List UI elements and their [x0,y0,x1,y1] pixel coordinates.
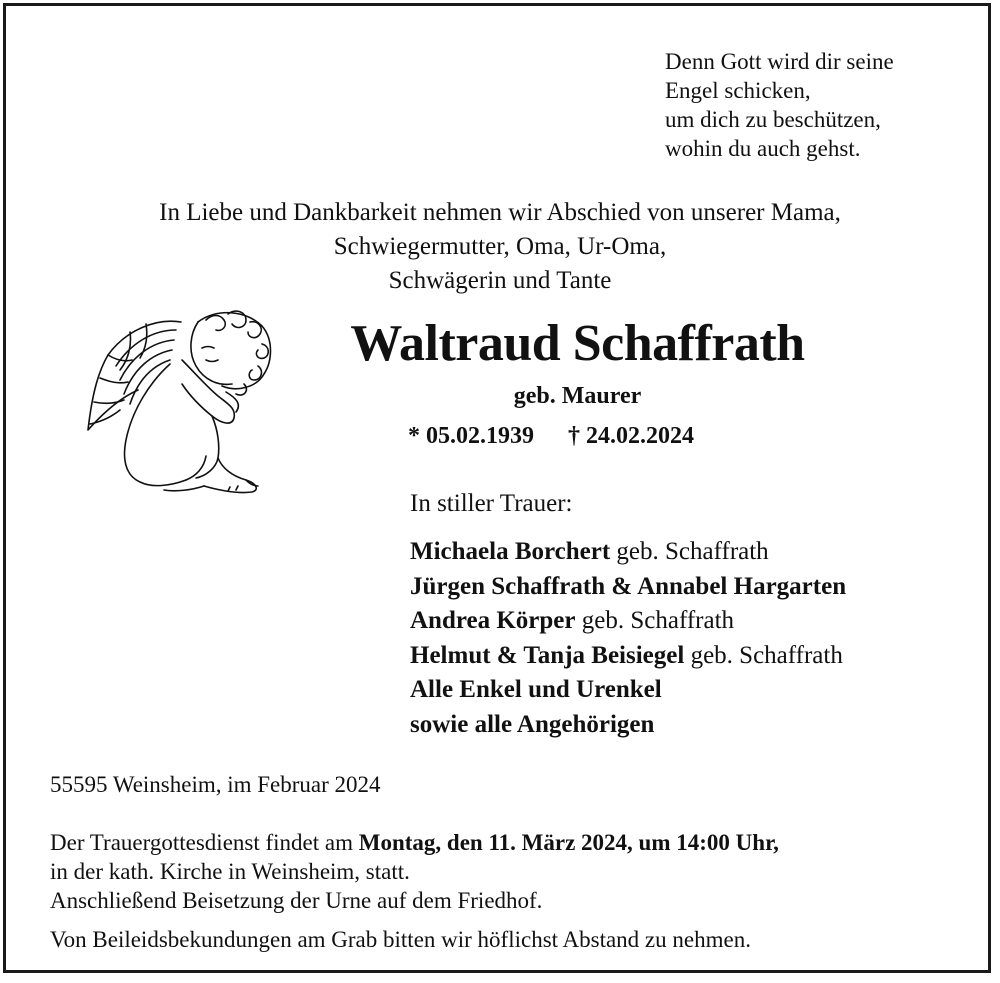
mourner-entry [410,673,846,708]
mourner-entry [410,570,846,605]
mourner-note: geb. Schaffrath [684,641,843,669]
condolence-note: Von Beileidsbekundungen am Grab bitten wir höflichst Abstand zu nehmen. [50,927,751,952]
sitting-angel-icon [86,300,276,500]
mourners-heading: In stiller Trauer: [410,490,573,517]
intro-line: Schwägerin und Tante [388,267,612,294]
mourner-name: Michaela Borchert [410,538,611,565]
deceased-name: Waltraud Schaffrath [350,315,805,372]
service-location: in der kath. Kirche in Weinsheim, statt. [50,859,410,884]
verse-line: Denn Gott wird dir seine [665,49,894,74]
burial-info: Anschließend Beisetzung der Urne auf dem Friedhof. [50,888,543,913]
service-intro: Der Trauergottesdienst findet am [50,830,359,855]
verse-line: wohin du auch gehst. [665,136,861,161]
mourner-name: sowie alle Angehörigen [410,710,655,738]
intro-line: Schwiegermutter, Oma, Ur-Oma, [333,233,667,260]
verse-line: Engel schicken, [665,78,811,103]
intro-text [0,196,1000,298]
service-line [50,828,779,857]
birth-date: * 05.02.1939 [408,423,534,449]
place-date: 55595 Weinsheim, im Februar 2024 [50,772,381,797]
service-info [50,828,779,915]
mourner-entry [410,604,846,639]
mourner-name: Andrea Körper [410,607,576,635]
service-datetime: Montag, den 11. März 2024, um 14:00 Uhr, [358,830,779,855]
mourner-note: geb. Schaffrath [575,607,735,635]
mourner-name: Jürgen Schaffrath & Annabel Hargarten [410,572,847,600]
intro-line: In Liebe und Dankbarkeit nehmen wir Abschied von unserer Mama, [159,199,841,226]
mourner-entry [410,639,846,674]
mourner-name: Helmut & Tanja Beisiegel [410,641,685,669]
mourner-note: geb. Schaffrath [610,538,769,565]
verse [665,47,894,163]
verse-line: um dich zu beschützen, [665,107,881,132]
birth-name: geb. Maurer [513,383,642,409]
mourner-entry [410,708,846,743]
death-date: † 24.02.2024 [568,423,694,449]
life-dates [408,423,694,450]
mourner-name: Alle Enkel und Urenkel [410,676,662,704]
mourner-entry [410,535,846,570]
mourners-list [410,535,846,743]
